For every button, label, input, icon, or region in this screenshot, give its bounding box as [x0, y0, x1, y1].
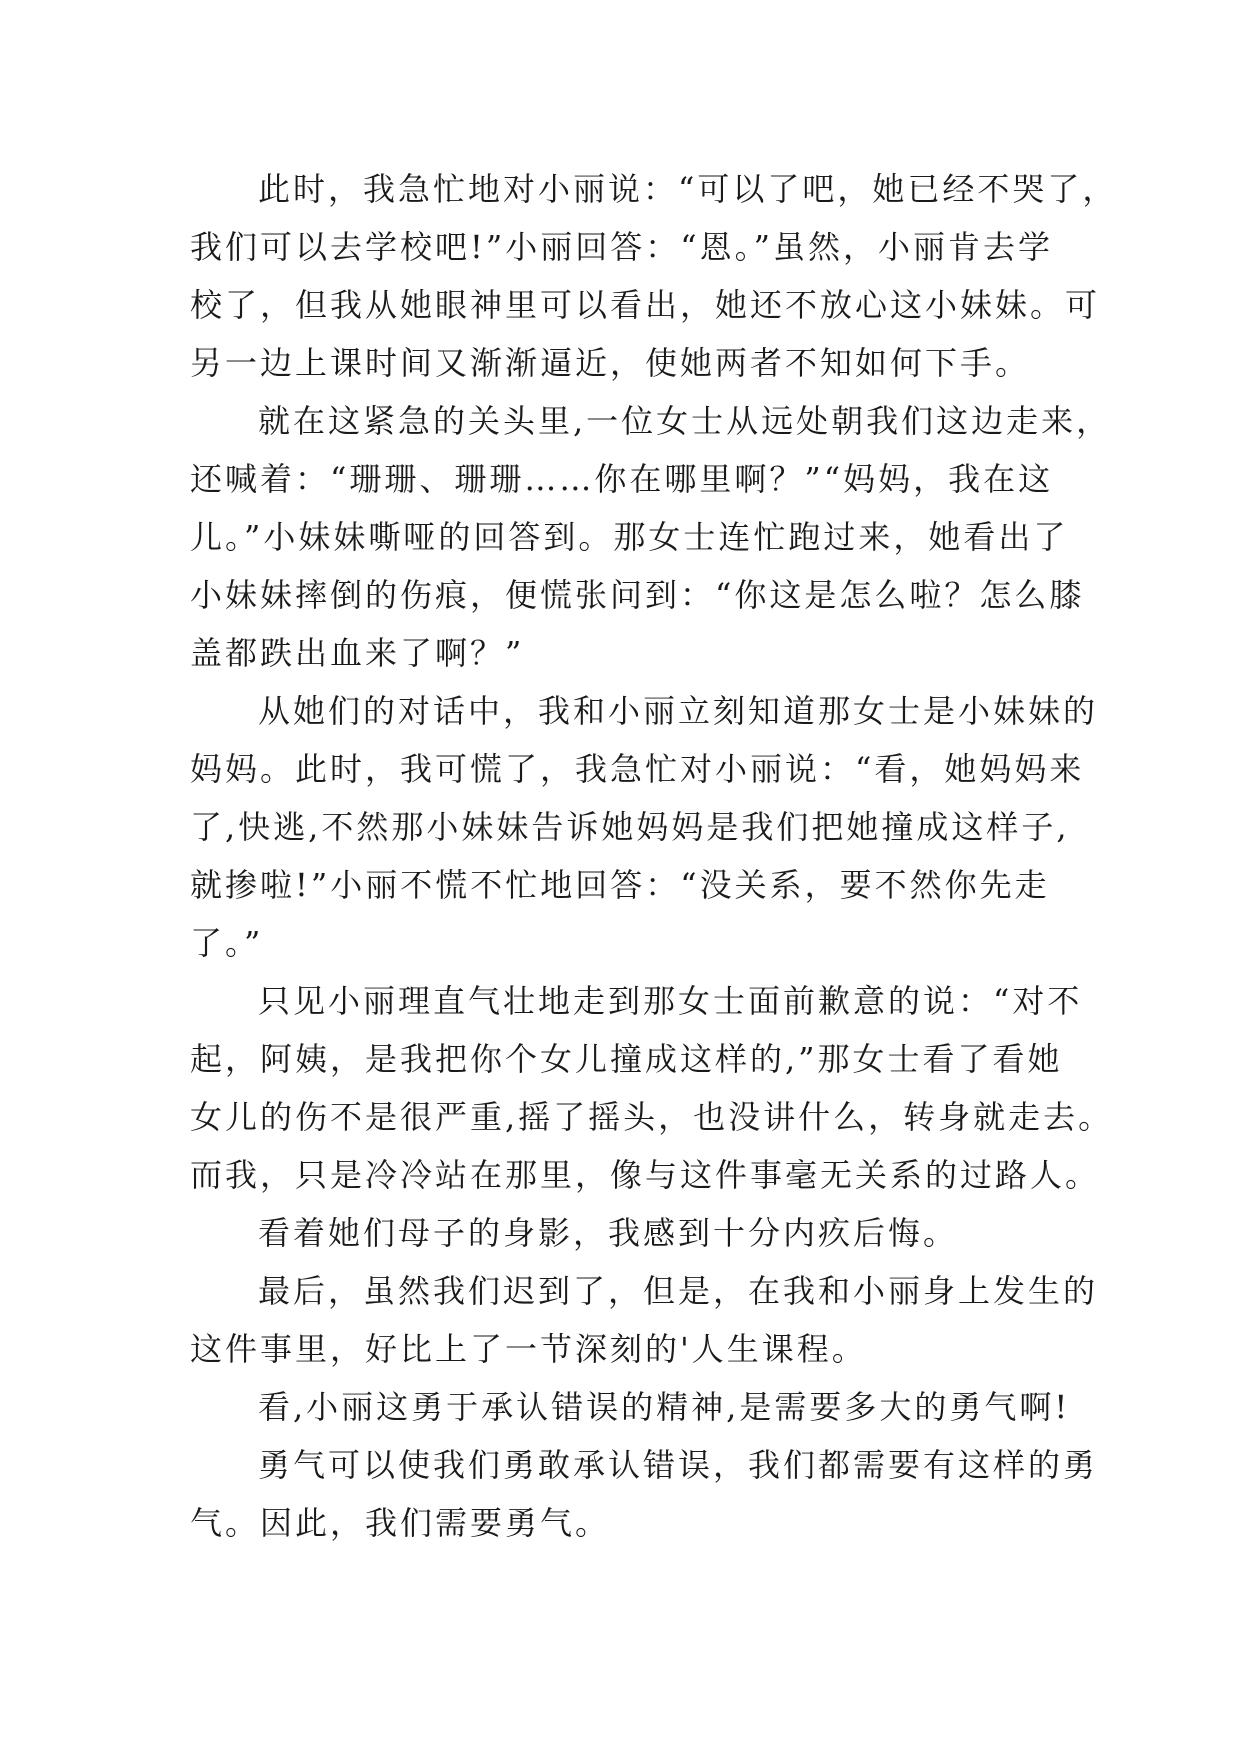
- paragraph-1: [190, 160, 1118, 392]
- text-line: 了。”: [190, 924, 264, 962]
- paragraph-4: [190, 972, 1114, 1204]
- paragraph-8: [190, 1436, 1099, 1552]
- text-line: 另一边上课时间又渐渐逼近，使她两者不知如何下手。: [190, 344, 1031, 382]
- paragraph-7: [190, 1378, 1080, 1436]
- text-line: 气。因此，我们需要勇气。: [190, 1504, 611, 1542]
- text-line: 看,小丽这勇于承认错误的精神,是需要多大的勇气啊!: [258, 1388, 1071, 1426]
- paragraph-6: [190, 1262, 1099, 1378]
- text-line: 勇气可以使我们勇敢承认错误，我们都需要有这样的勇: [258, 1446, 1099, 1484]
- text-line: 盖都跌出血来了啊？”: [190, 634, 525, 672]
- essay-body: [190, 160, 1118, 1552]
- text-line: 妈妈。此时，我可慌了，我急忙对小丽说：“看，她妈妈来: [190, 750, 1085, 788]
- text-line: 了,快逃,不然那小妹妹告诉她妈妈是我们把她撞成这样子,: [190, 808, 1070, 846]
- text-line: 小妹妹摔倒的伤痕，便慌张问到：“你这是怎么啦？怎么膝: [190, 576, 1085, 614]
- text-line: 最后，虽然我们迟到了，但是，在我和小丽身上发生的: [258, 1272, 1099, 1310]
- text-line: 看着她们母子的身影，我感到十分内疚后悔。: [258, 1214, 959, 1252]
- text-line: 此时，我急忙地对小丽说：“可以了吧，她已经不哭了，: [258, 170, 1118, 208]
- text-line: 只见小丽理直气壮地走到那女士面前歉意的说：“对不: [258, 982, 1083, 1020]
- text-line: 女儿的伤不是很严重,摇了摇头，也没讲什么，转身就走去。: [190, 1098, 1114, 1136]
- text-line: 还喊着：“珊珊、珊珊……你在哪里啊？”“妈妈，我在这: [190, 460, 1054, 498]
- text-line: 就在这紧急的关头里,一位女士从远处朝我们这边走来，: [258, 402, 1112, 440]
- paragraph-3: [190, 682, 1099, 972]
- paragraph-2: [190, 392, 1112, 682]
- text-line: 儿。”小妹妹嘶哑的回答到。那女士连忙跑过来，她看出了: [190, 518, 1069, 556]
- text-line: 起，阿姨，是我把你个女儿撞成这样的,”那女士看了看她: [190, 1040, 1063, 1078]
- text-line: 从她们的对话中，我和小丽立刻知道那女士是小妹妹的: [258, 692, 1099, 730]
- text-line: 就掺啦!”小丽不慌不忙地回答：“没关系，要不然你先走: [190, 866, 1050, 904]
- paragraph-5: [190, 1204, 1080, 1262]
- text-line: 这件事里，好比上了一节深刻的'人生课程。: [190, 1330, 867, 1368]
- text-line: 校了，但我从她眼神里可以看出，她还不放心这小妹妹。可: [190, 286, 1101, 324]
- text-line: 我们可以去学校吧!”小丽回答：“恩。”虽然，小丽肯去学: [190, 228, 1053, 266]
- text-line: 而我，只是冷冷站在那里，像与这件事毫无关系的过路人。: [190, 1156, 1101, 1194]
